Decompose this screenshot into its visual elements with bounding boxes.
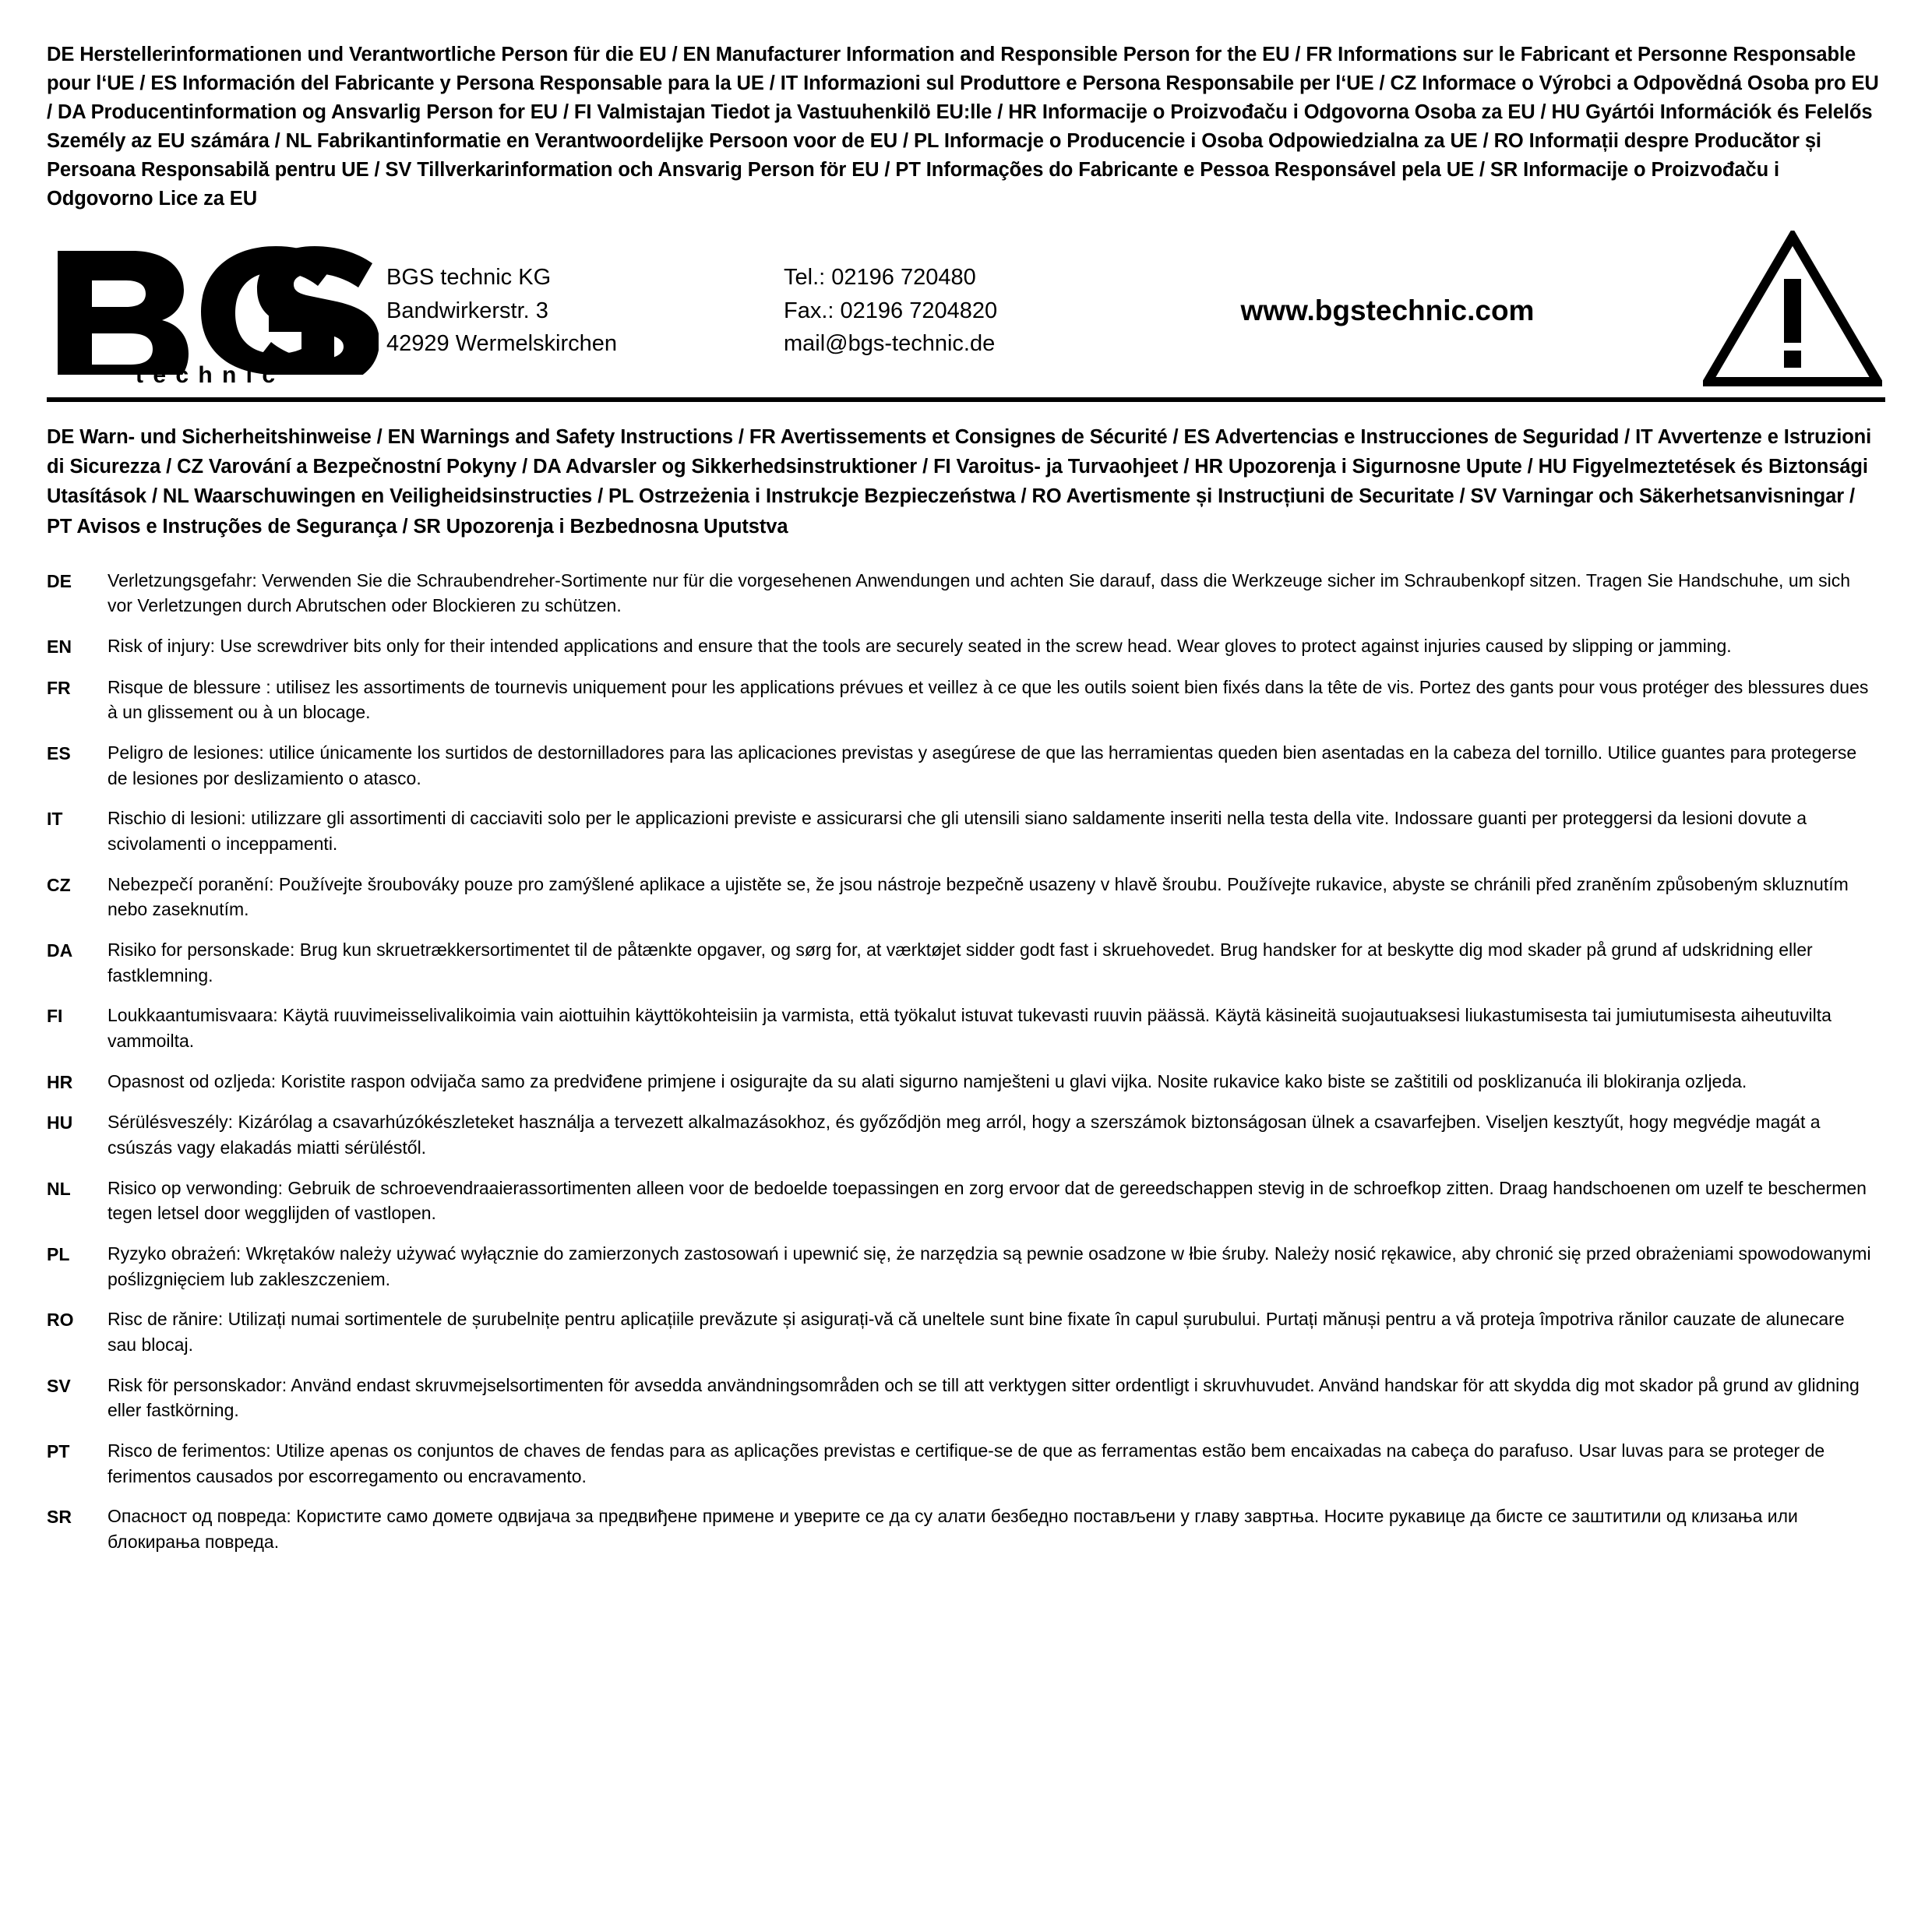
list-item (47, 937, 1885, 988)
company-city: 42929 Wermelskirchen (386, 331, 618, 357)
language-code: PL (47, 1243, 70, 1264)
language-code: FI (47, 1006, 63, 1027)
language-code: FR (47, 677, 71, 698)
company-name: BGS technic KG (386, 264, 552, 290)
warning-text: Risk of injury: Use screwdriver bits only for their intended applications and ensure that the tools are securely seated in the screw head. Wear gloves to protect against injuries caused by slipping or jamming. (108, 636, 1732, 657)
language-code: EN (47, 636, 72, 658)
warning-text: Rischio di lesioni: utilizzare gli assortimenti di cacciaviti solo per le applicazioni previste e assicurarsi che gli utensili siano saldamente inseriti nella testa della vite. Indossare guanti per proteggersi da lesioni dovute a scivolamenti o inceppamenti. (108, 808, 1807, 855)
list-item (47, 675, 1885, 725)
list-item (47, 1069, 1885, 1095)
bgs-logo (47, 246, 386, 389)
company-contact (784, 256, 1119, 361)
warning-text: Risc de rănire: Utilizați numai sortimentele de șurubelnițe pentru aplicațiile prevăzute și asigurați-vă că uneltele sunt bine fixate în capul șurubului. Purtați mănuși pentru a vă proteja împotriva rănilor cauzate de alunecare sau blocaj. (108, 1309, 1845, 1355)
list-item (47, 1306, 1885, 1357)
warning-text: Risque de blessure : utilisez les assortiments de tournevis uniquement pour les applications prévues et veillez à ce que les outils soient bien fixés dans la tête de vis. Portez des gants pour vous protéger des blessures dues à un glissement ou à un blocage. (108, 676, 1869, 723)
warning-text: Nebezpečí poranění: Používejte šroubováky pouze pro zamýšlené aplikace a ujistěte se, že jsou nástroje bezpečně usazeny v hlavě šroubu. Používejte rukavice, abyste se chránili před zraněním způsobeným skluznutím nebo zaseknutím. (108, 873, 1849, 920)
company-email[interactable]: mail@bgs-technic.de (784, 331, 996, 357)
warning-text: Risco de ferimentos: Utilize apenas os conjuntos de chaves de fendas para as aplicações previstas e certifique-se de que as ferramentas estão bem encaixadas na cabeça do parafuso. Usar luvas para se proteger de ferimentos causados por escorregamento ou encravamento. (108, 1440, 1825, 1486)
warning-triangle-icon (1687, 231, 1885, 386)
logo-subtext: t e c h n i c (136, 362, 277, 389)
warnings-list (47, 568, 1885, 1555)
list-item (47, 1176, 1885, 1226)
warning-text: Ryzyko obrażeń: Wkrętaków należy używać wyłącznie do zamierzonych zastosowań i upewnić się, że narzędzia są pewnie osadzone w łbie śruby. Należy nosić rękawice, aby chronić się przed obrażeniami spowodowanymi poślizgnięciem lub zakleszczeniem. (108, 1243, 1871, 1289)
company-tel: Tel.: 02196 720480 (784, 264, 976, 290)
list-item (47, 1241, 1885, 1292)
safety-instructions-heading: DE Warn- und Sicherheitshinweise / EN Warnings and Safety Instructions / FR Avertissements et Consignes de Sécurité / ES Advertencias e Instrucciones de Seguridad / IT Avvertenze e Istruzioni di Sicurezza / CZ Varování a Bezpečnostní Pokyny / DA Advarsler og Sikkerhedsinstruktioner / FI Varoitus- ja Turvaohjeet / HR Upozorenja i Sigurnosne Upute / HU Figyelmeztetések és Biztonsági Utasítások / NL Waarschuwingen en Veiligheidsinstructies / PL Ostrzeżenia i Instrukcje Bezpieczeństwa / RO Avertismente și Instrucțiuni de Securitate / SV Varningar och Säkerhetsanvisningar / PT Avisos e Instruções de Segurança / SR Upozorenja i Bezbednosna Uputstva (47, 425, 1872, 538)
warning-text: Opasnost od ozljeda: Koristite raspon odvijača samo za predviđene primjene i osigurajte da su alati sigurno namješteni u glavi vijka. Nosite rukavice kako biste se zaštitili od posklizanuća ili blokiranja ozljeda. (108, 1070, 1747, 1091)
language-code: RO (47, 1310, 74, 1331)
registered-mark: ® (273, 256, 288, 280)
language-code: PT (47, 1440, 70, 1461)
list-item (47, 806, 1885, 856)
language-code: ES (47, 743, 71, 764)
warning-text: Risk för personskador: Använd endast skruvmejselsortimenten för avsedda användningsområden och se till att verktygen sitter ordentligt i skruvhuvudet. Använd handskar för att skydda dig mot skador på grund av glidning eller fastkörning. (108, 1374, 1860, 1421)
language-code: CZ (47, 874, 71, 895)
list-item (47, 633, 1885, 660)
language-code: DA (47, 940, 73, 961)
manufacturer-info-heading: DE Herstellerinformationen und Verantwortliche Person für die EU / EN Manufacturer Information and Responsible Person for the EU / FR Informations sur le Fabricant et Personne Responsable pour l‘UE / ES Información del Fabricante y Persona Responsable para la UE / IT Informazioni sul Produttore e Persona Responsabile per l‘UE / CZ Informace o Výrobci a Odpovědná Osoba pro EU / DA Producentinformation og Ansvarlig Person for EU / FI Valmistajan Tiedot ja Vastuuhenkilö EU:lle / HR Informacije o Proizvođaču i Odgovorna Osoba za EU / HU Gyártói Információk és Felelős Személy az EU számára / NL Fabrikantinformatie en Verantwoordelijke Persoon voor de EU / PL Informacje o Producencie i Osoba Odpowiedzialna za UE / RO Informații despre Producător și Persoana Responsabilă pentru UE / SV Tillverkarinformation och Ansvarig Person för EU / PT Informações do Fabricante e Pessoa Responsável pela UE / SR Informacije o Proizvođaču i Odgovorno Lice za EU (47, 44, 1879, 210)
warning-text: Loukkaantumisvaara: Käytä ruuvimeisselivalikoimia vain aiottuihin käyttökohteisiin ja varmista, että työkalut istuvat tukevasti ruuvin päässä. Käytä käsineitä suojautuaksesi liukastumisesta tai jumiutumisesta aiheutuvilta vammoilta. (108, 1005, 1832, 1051)
list-item (47, 1003, 1885, 1053)
list-item (47, 1438, 1885, 1489)
warning-text: Verletzungsgefahr: Verwenden Sie die Schraubendreher-Sortimente nur für die vorgesehenen Anwendungen und achten Sie darauf, dass die Werkzeuge sicher im Schraubenkopf sitzen. Tragen Sie Handschuhe, um sich vor Verletzungen durch Abrutschen oder Blockieren zu schützen. (108, 569, 1851, 616)
company-fax: Fax.: 02196 7204820 (784, 298, 998, 323)
language-code: IT (47, 809, 63, 830)
list-item (47, 568, 1885, 619)
warning-text: Peligro de lesiones: utilice únicamente los surtidos de destornilladores para las aplicaciones previstas y asegúrese de que las herramientas queden bien asentadas en la cabeza del tornillo. Utilice guantes para protegerse de lesiones por deslizamiento o atasco. (108, 742, 1857, 788)
list-item (47, 1504, 1885, 1554)
list-item (47, 872, 1885, 922)
language-code: HR (47, 1071, 73, 1092)
company-street: Bandwirkerstr. 3 (386, 298, 548, 323)
language-code: NL (47, 1178, 71, 1199)
language-code: SV (47, 1375, 71, 1396)
warning-text: Risico op verwonding: Gebruik de schroevendraaierassortimenten alleen voor de bedoelde toepassingen en zorg ervoor dat de gereedschappen stevig in de schroefkop zitten. Draag handschoenen om uzelf te beschermen tegen letsel door wegglijden of vastlopen. (108, 1177, 1867, 1224)
language-code: HU (47, 1112, 73, 1133)
company-info-block (47, 231, 1885, 402)
warning-text: Опасност од повреда: Користите само домете одвијача за предвиђене примене и уверите се да су алати безбедно постављени у главу завртња. Носите рукавице да бисте се заштитили од клизања или блокирања повреда. (108, 1506, 1798, 1552)
company-address (386, 256, 784, 361)
warning-text: Risiko for personskade: Brug kun skruetrækkersortimentet til de påtænkte opgaver, og sørg for, at værktøjet sidder godt fast i skruehovedet. Brug handsker for at beskytte dig mod skader på grund af udskridning eller fastklemning. (108, 940, 1813, 985)
list-item (47, 740, 1885, 791)
language-code: DE (47, 570, 72, 591)
list-item (47, 1109, 1885, 1160)
language-code: SR (47, 1507, 72, 1528)
list-item (47, 1373, 1885, 1423)
warning-text: Sérülésveszély: Kizárólag a csavarhúzókészleteket használja a tervezett alkalmazásokhoz, és győződjön meg arról, hogy a szerszámok biztonságosan ülnek a csavarfejben. Viseljen kesztyűt, hogy megvédje magát a csúszás vagy elakadás miatti sérüléstől. (108, 1112, 1821, 1158)
company-website[interactable]: www.bgstechnic.com (1240, 294, 1535, 326)
